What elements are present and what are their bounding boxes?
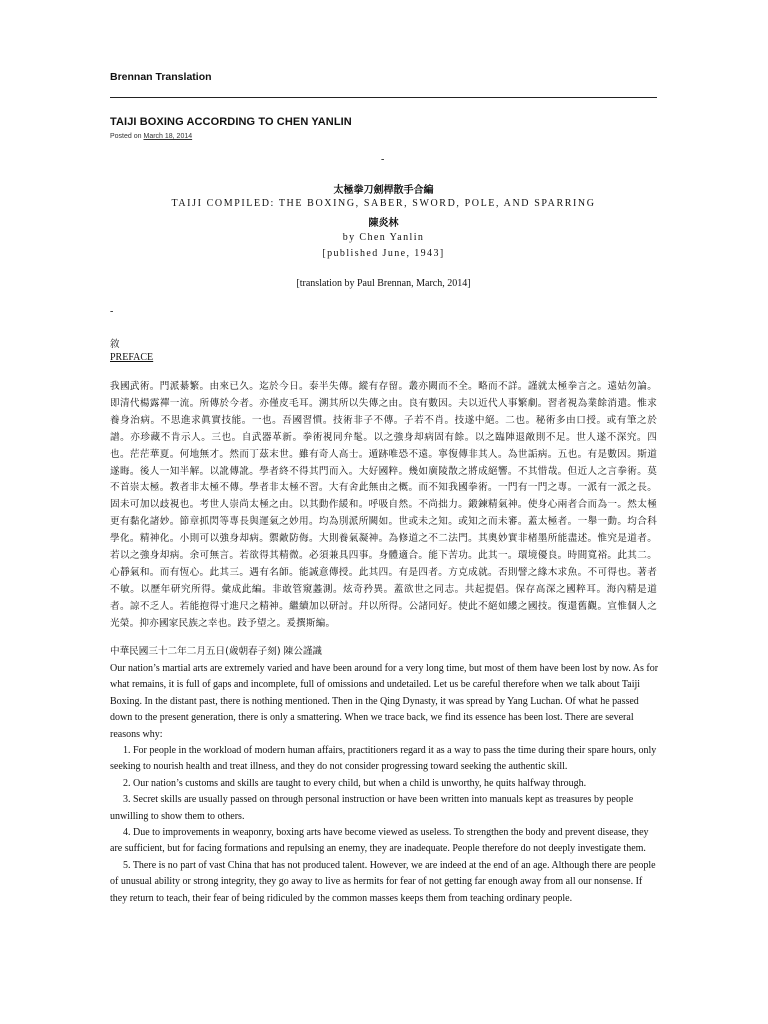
reason-item: 2. Our nation’s customs and skills are taught to every child, but when a child is unworthy, he quits halfway through. [123,777,587,789]
cjk-author: 陳炎林 [368,218,399,229]
en-author: by Chen Yanlin [342,232,425,243]
reason-item: 3. Secret skills are usually passed on through personal instruction or have been written into manuals kept as treasures by people unwilling to show them to others. [110,794,634,822]
separator-dash: - [381,154,385,165]
header-divider [110,97,657,98]
reason-item: 5. There is no part of vast China that has not produced talent. However, we are indeed at the end of an age. Although there are people of unusual ability or strong integrity, they go away to live as hermits for fear of not getting far enough away from all our nonsense. If they return to teach, their fear of being ridiculed by the common masses keeps them from teaching ordinary people. [110,859,656,904]
publication-date: [published June, 1943] [322,248,445,259]
posted-label: Posted on [110,133,142,140]
preface-cjk-text: 我國武術。門派綦繁。由來已久。迄於今日。泰半失傳。縱有存留。叢亦闕而不全。略而不詳。謹就太極拳言之。遠姑勿論。即清代楊露禪一流。所傳於今者。亦僅皮毛耳。溯其所以失傳之由。良有數因。夫以近代人事繁劇。習者視為業餘消遣。惟求養身治病。不思進求眞實技能。一也。吾國習慣。技術非子不傳。子若不肖。技遂中絕。二也。秘術多由口授。或有筆之於譜。亦珍藏不肯示人。三也。自武器革新。拳術視同弁髦。以之強身却病固有餘。以之臨陣退敵則不足。世人遂不深究。四也。茫茫華夏。何地無才。然而丁茲末世。雖有奇人高士。遁跡唯恐不遠。寧復傳非其人。為世詬病。五也。有是數因。斯道遂晦。後人一知半解。以訛傳訛。學者終不得其門而入。大好國粹。幾如廣陵散之將成絕響。不其惜哉。但近人之言拳術。莫不首崇太極。教者非太極不傳。學者非太極不習。大有舍此無由之概。而不知我國拳術。一門有一門之專。一派有一派之長。固未可加以歧視也。考世人崇尚太極之由。以其動作緩和。呼吸自然。不尚拙力。鍛鍊精氣神。使身心兩者合而為一。然太極更有黏化諸妙。節章抓閃等專長與運氣之妙用。均為別派所闕如。世或未之知。或知之而未審。蓋太極者。一舉一動。均合科學化。精神化。小則可以強身却病。禦敵防侮。大則養氣凝神。為修道之不二法門。其奧妙實非楮墨所能盡述。惟究是道者。若以之強身却病。余可無言。若欲得其精微。必須兼具四事。身體適合。能下苦功。此其一。環境優良。時間寬裕。此其二。心靜氣和。而有恆心。此其三。遇有名師。能誠意傳授。此其四。有是四者。方克成就。否則譬之緣木求魚。不可得也。著者不敏。以歷年研究所得。彙成此編。非敢管窺蠡測。炫奇矜異。蓋欲世之同志。共起提倡。保存高深之國粹耳。海內精是道者。諒不乏人。若能抱得寸進尺之精神。繼續加以研討。幷以所得。公諸同好。使此不絕如縷之國技。復還舊觀。宣惟個人之光榮。抑亦國家民族之幸也。跂予望之。爰撰斯編。 [110,381,657,629]
preface-en-intro: Our nation’s martial arts are extremely varied and have been around for a very long time, but most of them have been lost by now. As for what remains, it is full of gaps and incomplete, full of omissions and undetailed. Let us be careful therefore when we talk about Taiji Boxing. In the distant past, there is nothing mentioned. Then in the Qing Dynasty, it was spread by Yang Luchan. Of what he passed down to the present generation, there is only a smattering. When we trace back, we find its essence has been lost. There are several reasons why: [110,663,659,740]
reason-item: 4. Due to improvements in weaponry, boxing arts have become viewed as useless. To strengthen the body and prevent disease, they are sufficient, but for facing formations and repulsing an enemy, they are inadequate. People therefore do not deeply investigate them. [110,827,649,855]
preface-en-heading[interactable]: PREFACE [110,352,154,363]
post-meta [110,133,192,140]
preface-cjk-signature: 中華民國三十二年二月五日(歲朝春子刻) 陳公謹識 [110,646,323,657]
post-date-link[interactable]: March 18, 2014 [143,133,193,140]
preface-en-text [110,661,660,907]
preface-cjk-heading: 敘 [110,339,120,350]
separator-dash-2: - [110,306,114,317]
reason-item: 1. For people in the workload of modern human affairs, practitioners regard it as a way to pass the time during their spare hours, only seeking to nourish health and treat illness, and they do not consider progressing toward seeking the authentic skill. [110,745,657,773]
site-title[interactable]: Brennan Translation [110,71,212,83]
post-title[interactable]: TAIJI BOXING ACCORDING TO CHEN YANLIN [110,116,352,128]
translation-credit: [translation by Paul Brennan, March, 2014] [296,278,471,289]
cjk-book-title: 太極拳刀劍桿散手合編 [333,185,434,196]
en-book-title: TAIJI COMPILED: THE BOXING, SABER, SWORD, POLE, AND SPARRING [171,198,596,209]
